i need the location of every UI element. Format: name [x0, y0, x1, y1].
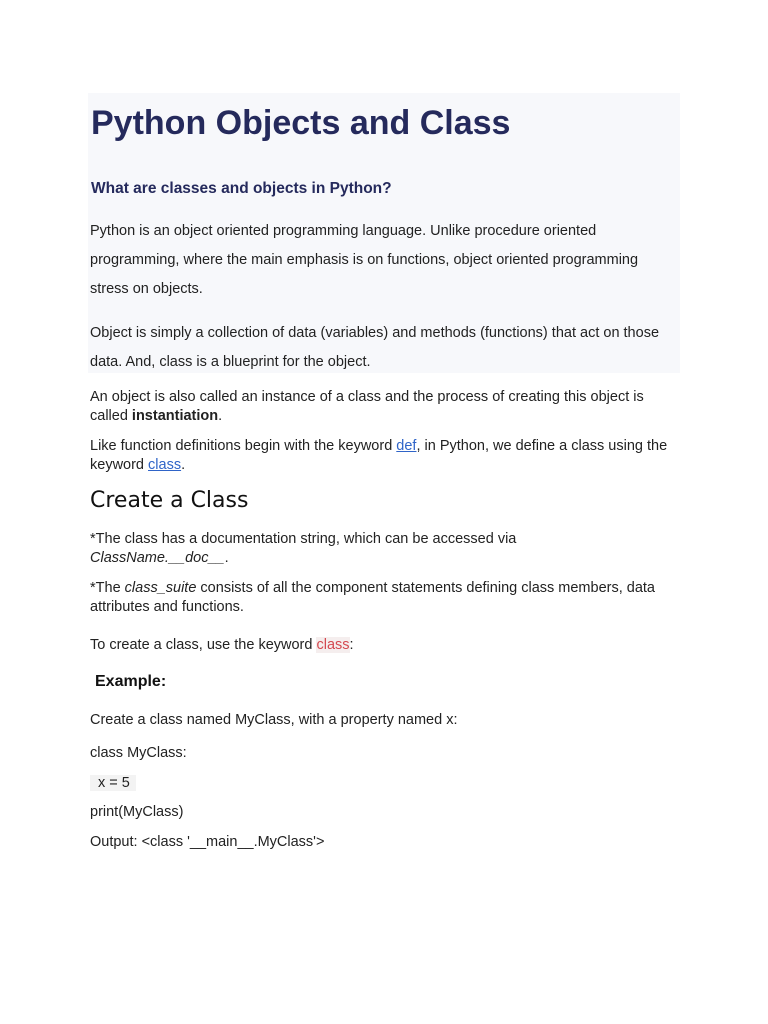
intro-paragraph-1: Python is an object oriented programming language. Unlike procedure oriented programming, where the main emphasis is on functions, object oriented programming stress on objects.: [90, 223, 639, 297]
intro-subtitle: What are classes and objects in Python?: [91, 180, 392, 197]
create-text: To create a class, use the keyword: [90, 637, 317, 653]
instance-end: .: [218, 408, 223, 424]
class-suite-paragraph: [90, 579, 682, 617]
example-description: Create a class named MyClass, with a property named x:: [90, 712, 458, 728]
docstring-text: *The class has a documentation string, which can be accessed via: [90, 531, 517, 547]
example-heading: Example:: [95, 673, 167, 690]
docstring-paragraph: [90, 530, 520, 568]
code-line-1: class MyClass:: [90, 745, 187, 761]
output-line: Output: <class '__main__.MyClass'>: [90, 834, 325, 850]
keyword-text-2: , in Python, we define a class using the keyword: [90, 438, 668, 473]
keyword-paragraph: [90, 437, 682, 475]
class-keyword-code: class: [316, 637, 350, 653]
suite-text-1: *The: [90, 580, 125, 596]
keyword-end: .: [181, 457, 186, 473]
instance-paragraph: [90, 388, 682, 426]
def-link[interactable]: def: [396, 438, 417, 454]
page-title: Python Objects and Class: [91, 104, 511, 142]
docstring-end: .: [224, 550, 229, 566]
code-line-3: print(MyClass): [90, 804, 184, 820]
class-suite-term: class_suite: [124, 580, 197, 596]
create-class-heading: Create a Class: [90, 488, 249, 513]
create-end: :: [349, 637, 354, 653]
keyword-text-1: Like function definitions begin with the keyword: [90, 438, 397, 454]
classname-doc-term: ClassName.__doc__: [90, 550, 225, 566]
class-link[interactable]: class: [148, 457, 182, 473]
intro-paragraph-2: Object is simply a collection of data (variables) and methods (functions) that act on those data. And, class is a blueprint for the object.: [90, 325, 660, 370]
code-line-2-text: x = 5: [90, 775, 136, 791]
suite-text-2: consists of all the component statements defining class members, data attributes and functions.: [90, 580, 655, 615]
create-class-instruction: [90, 636, 354, 655]
code-line-2: [90, 774, 136, 793]
instance-text: An object is also called an instance of a class and the process of creating this object is called: [90, 389, 644, 424]
instantiation-term: instantiation: [131, 408, 219, 424]
